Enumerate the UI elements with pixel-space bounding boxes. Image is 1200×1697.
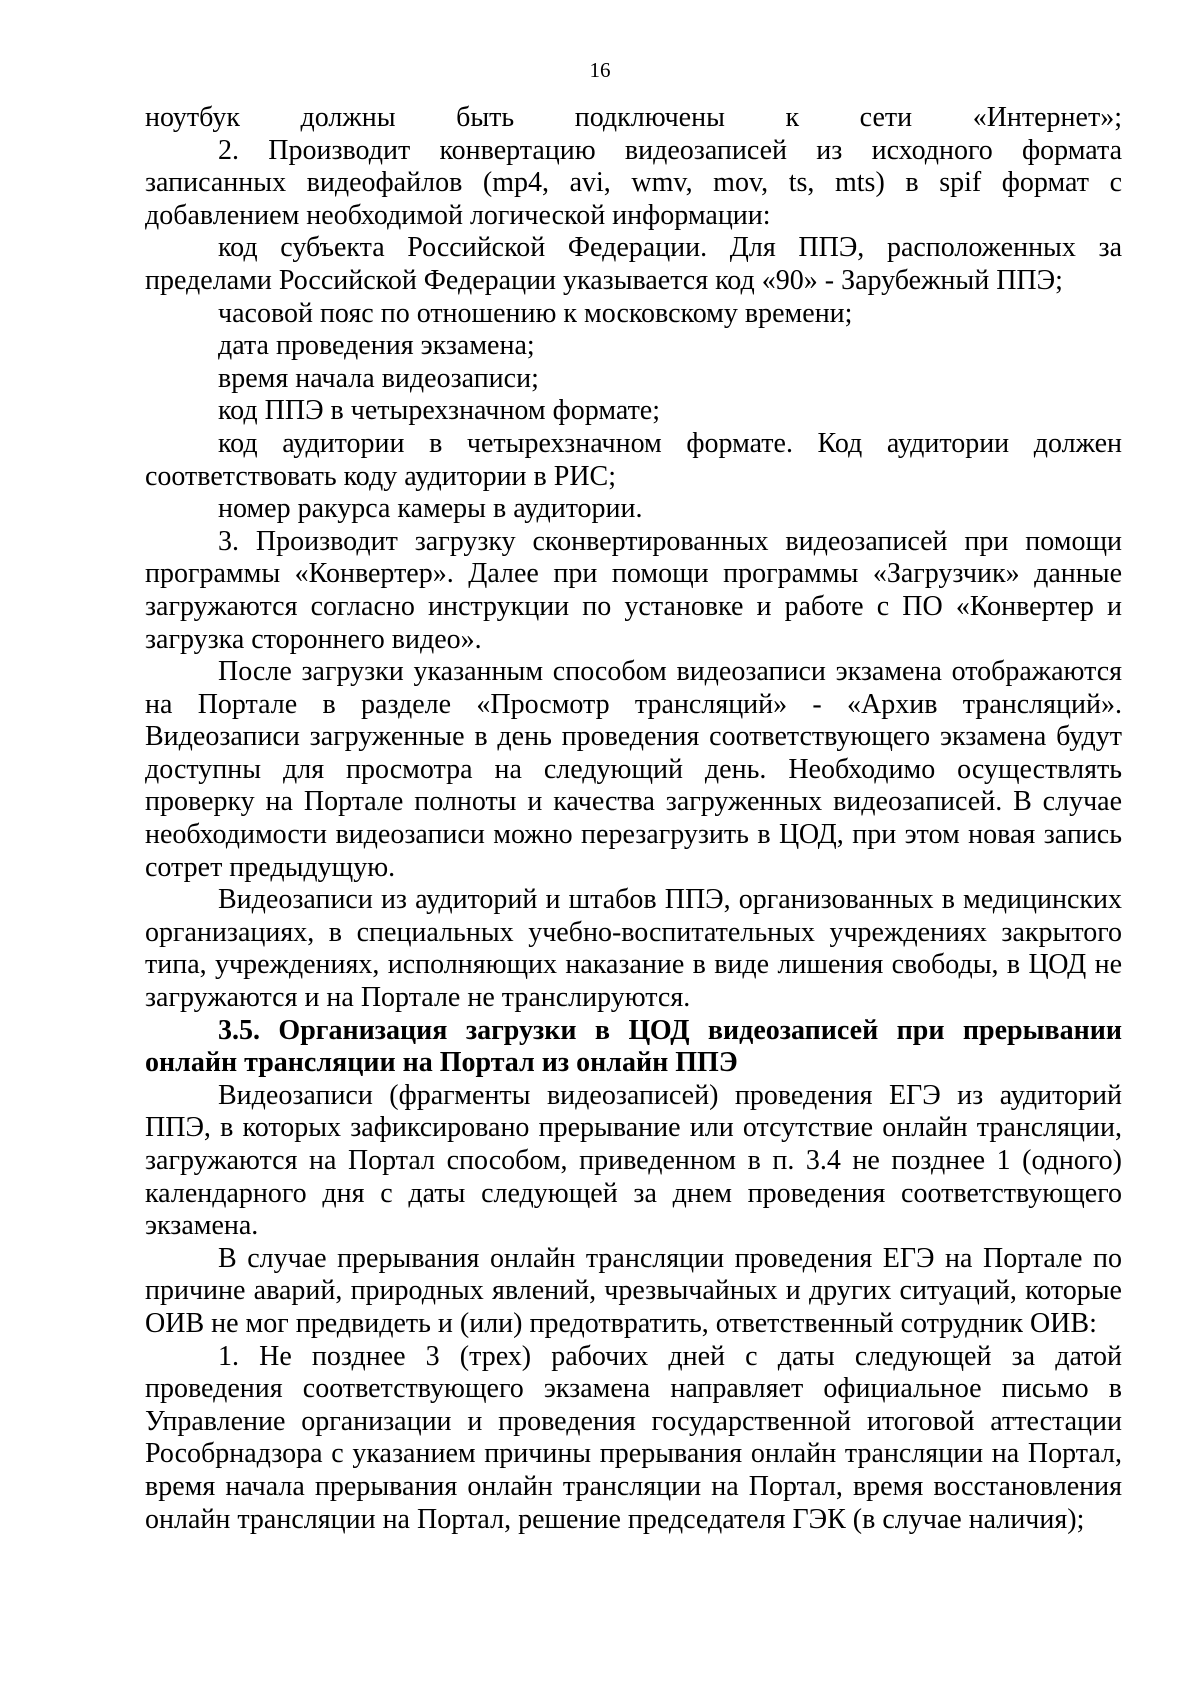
paragraph-ppe-code: код ППЭ в четырехзначном формате; bbox=[218, 395, 661, 427]
section-heading-3-5: 3.5. Организация загрузки в ЦОД видеозаписей при прерывании онлайн трансляции на Портал из онлайн ППЭ bbox=[145, 1014, 1122, 1079]
paragraph-auditorium-code: код аудитории в четырехзначном формате. Код аудитории должен соответствовать коду аудитории в РИС; bbox=[145, 427, 1122, 492]
paragraph-video-start-time: время начала видеозаписи; bbox=[218, 362, 539, 394]
paragraph-camera-angle: номер ракурса камеры в аудитории. bbox=[218, 493, 643, 525]
paragraph-after-upload: После загрузки указанным способом видеозаписи экзамена отображаются на Портале в разделе «Просмотр трансляций» - «Архив трансляций». Видеозаписи загруженные в день проведения соответствующего экзамена будут доступны для просмотра на следующий день. Необходимо осуществлять проверку на Портале полноты и качества загруженных видеозаписей. В случае необходимости видеозаписи можно перезагрузить в ЦОД, при этом новая запись сотрет предыдущую. bbox=[145, 656, 1122, 883]
paragraph-item-2-conversion: 2. Производит конвертацию видеозаписей из исходного формата записанных видеофайлов (mp4, avi, wmv, mov, ts, mts) в spif формат с добавлением необходимой логической информации: bbox=[145, 134, 1122, 231]
paragraph-interrupted-video: Видеозаписи (фрагменты видеозаписей) проведения ЕГЭ из аудиторий ППЭ, в которых зафиксировано прерывание или отсутствие онлайн трансляции, загружаются на Портал способом, приведенном в п. 3.4 не позднее 1 (одного) календарного дня с даты следующей за днем проведения соответствующего экзамена. bbox=[145, 1079, 1122, 1242]
document-body bbox=[145, 102, 1122, 1536]
paragraph-item-3-upload: 3. Производит загрузку сконвертированных видеозаписей при помощи программы «Конвертер». Далее при помощи программы «Загрузчик» данные загружаются согласно инструкции по установке и работе с ПО «Конвертер и загрузка стороннего видео». bbox=[145, 525, 1122, 655]
paragraph-continuation: ноутбук должны быть подключены к сети «Интернет»; bbox=[145, 102, 1122, 133]
paragraph-timezone: часовой пояс по отношению к московскому времени; bbox=[218, 297, 853, 329]
paragraph-item-1-official-letter: 1. Не позднее 3 (трех) рабочих дней с даты следующей за датой проведения соответствующего экзамена направляет официальное письмо в Управление организации и проведения государственной итоговой аттестации Рособрнадзора с указанием причины прерывания онлайн трансляции на Портал, время начала прерывания онлайн трансляции на Портал, время восстановления онлайн трансляции на Портал, решение председателя ГЭК (в случае наличия); bbox=[145, 1340, 1122, 1535]
paragraph-subject-code: код субъекта Российской Федерации. Для ППЭ, расположенных за пределами Российской Федерации указывается код «90» - Зарубежный ППЭ; bbox=[145, 232, 1122, 296]
paragraph-excluded-auditoriums: Видеозаписи из аудиторий и штабов ППЭ, организованных в медицинских организациях, в специальных учебно-воспитательных учреждениях закрытого типа, учреждениях, исполняющих наказание в виде лишения свободы, в ЦОД не загружаются и на Портале не транслируются. bbox=[145, 884, 1122, 1014]
page-number: 16 bbox=[589, 58, 611, 82]
paragraph-exam-date: дата проведения экзамена; bbox=[218, 330, 535, 362]
paragraph-interruption-cases: В случае прерывания онлайн трансляции проведения ЕГЭ на Портале по причине аварий, природных явлений, чрезвычайных и других ситуаций, которые ОИВ не мог предвидеть и (или) предотвратить, ответственный сотрудник ОИВ: bbox=[145, 1242, 1122, 1339]
